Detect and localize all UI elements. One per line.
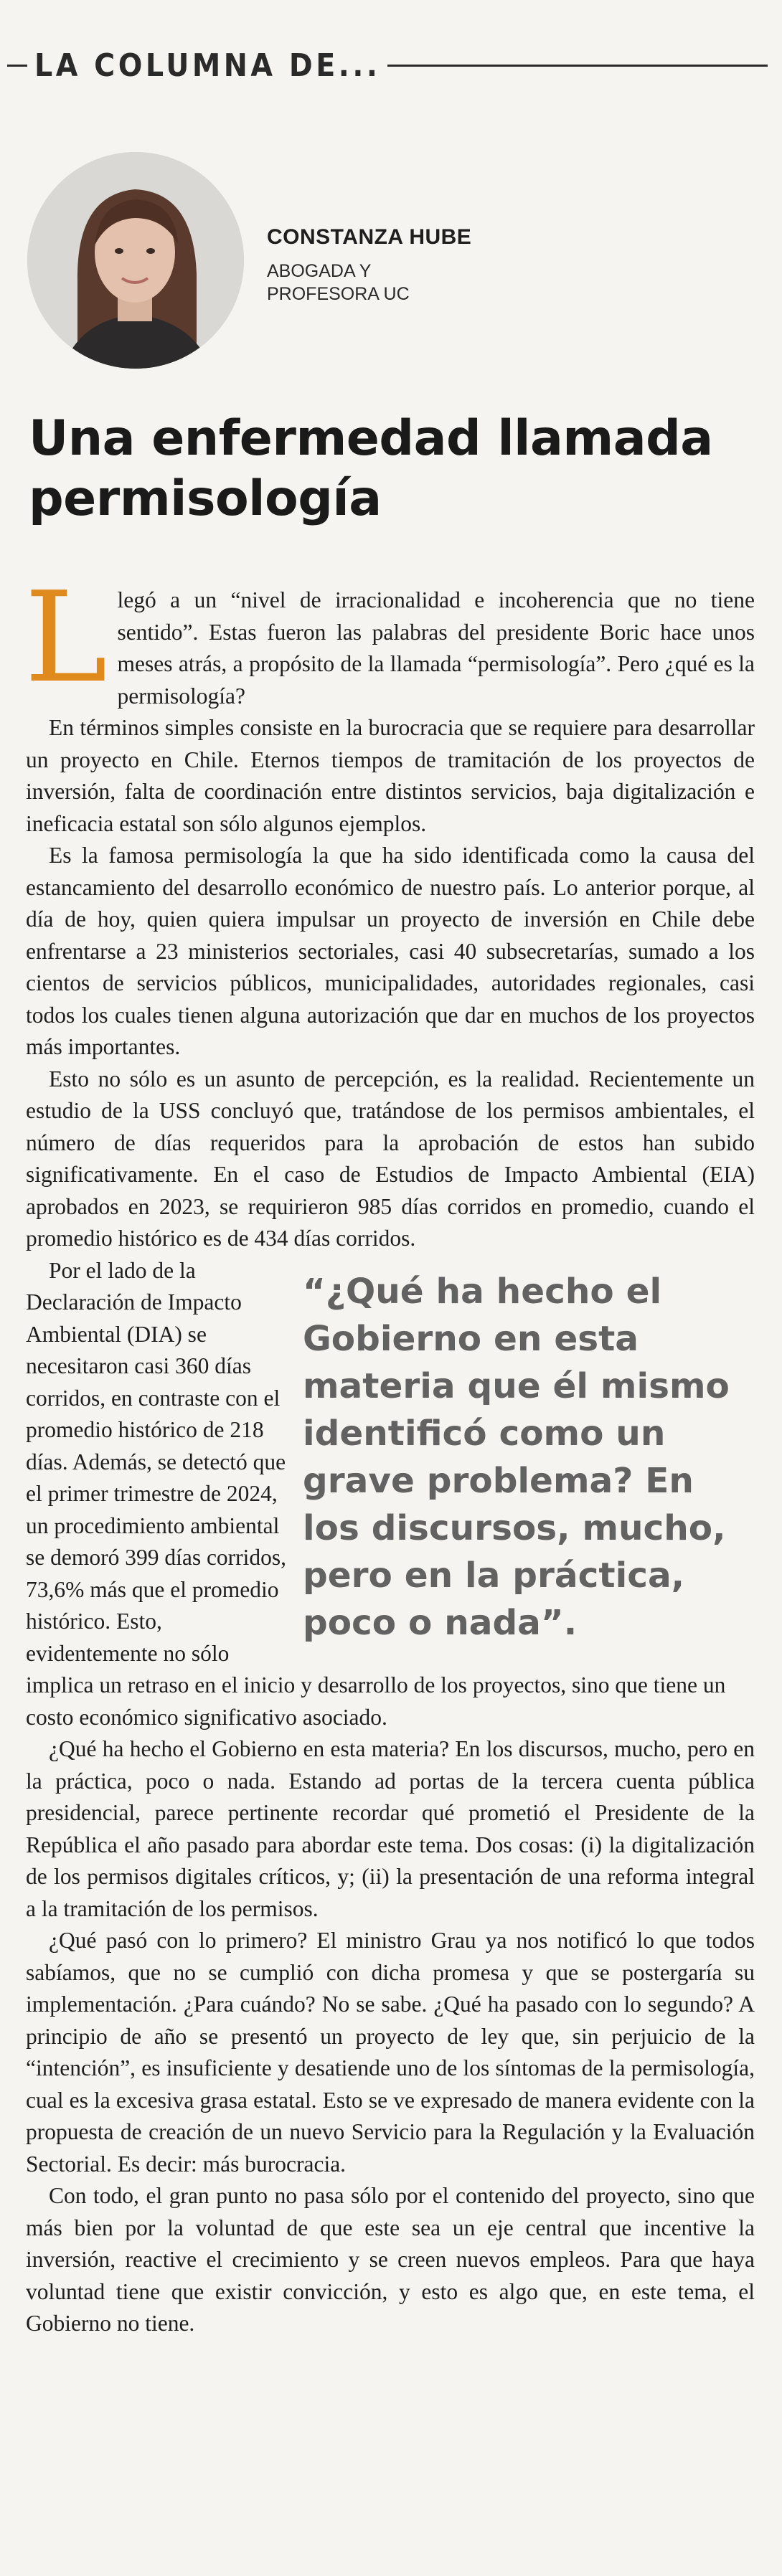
article-paragraph: Con todo, el gran punto no pasa sólo por el contenido del proyecto, sino que más bien por la voluntad de que este sea un eje central que incentive la inversión, reactive el crecimiento y se creen nuevos empleos. Para que haya voluntad tiene que existir convicción, y esto es algo que, en este tema, el Gobierno no tiene. — [26, 2183, 755, 2336]
pull-quote: “¿Qué ha hecho el Gobierno en esta materia que él mismo identificó como un grave problema? En los discursos, mucho, pero en la práctica, poco o nada”. — [303, 1271, 730, 1643]
article-paragraph: Esto no sólo es un asunto de percepción, es la realidad. Recientemente un estudio de la USS concluyó que, tratándose de los permisos ambientales, el número de días requeridos para la aprobación de estos han subido significativamente. En el caso de Estudios de Impacto Ambiental (EIA) aprobados en 2023, se requirieron 985 días corridos en promedio, cuando el promedio histórico es de 434 días corridos. — [26, 1066, 755, 1251]
author-role: ABOGADA Y PROFESORA UC — [267, 261, 410, 304]
article-paragraph: Llegó a un “nivel de irracionalidad e incoherencia que no tiene sentido”. Estas fueron las palabras del presidente Boric hace unos meses atrás, a propósito de la llamada “permisología”. Pero ¿qué es la permisología? — [24, 565, 755, 711]
article-body — [24, 565, 755, 2564]
article-paragraph: Por el lado de la Declaración de Impacto Ambiental (DIA) se necesitaron casi 360 días corridos, en contraste con el promedio histórico de 218 días. Además, se detectó que el primer trimestre de 2024, un procedimiento ambiental se demoró 399 días corridos, 73,6% más que el promedio histórico. Esto, evidentemente no sólo implica un retraso en el inicio y desarrollo de los proyectos, sino que tiene un costo económico significativo asociado. — [26, 1257, 726, 1730]
article-paragraph: ¿Qué pasó con lo primero? El ministro Grau ya nos notificó lo que todos sabíamos, que no se cumplió con dicha promesa y que se postergaría su implementación. ¿Para cuándo? No se sabe. ¿Qué ha pasado con lo segundo? A principio de año se presentó un proyecto de ley que, sin perjuicio de la “intención”, es insuficiente y desatiende uno de los síntomas de la permisología, cual es la excesiva grasa estatal. Esto se ve expresado de manera evidente con la propuesta de creación de un nuevo Servicio para la Regulación y la Evaluación Sectorial. Es decir: más burocracia. — [26, 1928, 755, 2177]
article-paragraph: En términos simples consiste en la burocracia que se requiere para desarrollar un proyecto en Chile. Eternos tiempos de tramitación de los proyectos de inversión, falta de coordinación entre distintos servicios, baja digitalización e ineficacia estatal son sólo algunos ejemplos. — [26, 715, 755, 836]
kicker-rule-left — [7, 65, 27, 67]
article-paragraph: Es la famosa permisología la que ha sido identificada como la causa del estancamiento del desarrollo económico de nuestro país. Lo anterior porque, al día de hoy, quien quiera impulsar un proyecto de inversión en Chile debe enfrentarse a 23 ministerios sectoriales, casi 40 subsecretarías, sumado a los cientos de servicios públicos, municipalidades, autoridades regionales, casi todos los cuales tienen alguna autorización que dar en muchos de los proyectos más importantes. — [26, 843, 755, 1059]
kicker-rule-right — [387, 65, 768, 67]
headline: Una enfermedad llamada permisología — [29, 410, 713, 527]
author-photo — [27, 152, 244, 369]
kicker-label: LA COLUMNA DE... — [34, 47, 381, 84]
drop-cap: L — [24, 565, 108, 711]
section-kicker — [0, 37, 782, 95]
author-name: CONSTANZA HUBE — [267, 225, 472, 249]
article-paragraph: ¿Qué ha hecho el Gobierno en esta materia? En los discursos, mucho, pero en la práctica, poco o nada. Estando ad portas de la tercera cuenta pública presidencial, parece pertinente recordar qué prometió el Presidente de la República el año pasado para abordar este tema. Dos cosas: (i) la digitalización de los permisos digitales críticos, y; (ii) la presentación de una reforma integral a la tramitación de los permisos. — [26, 1736, 755, 1921]
